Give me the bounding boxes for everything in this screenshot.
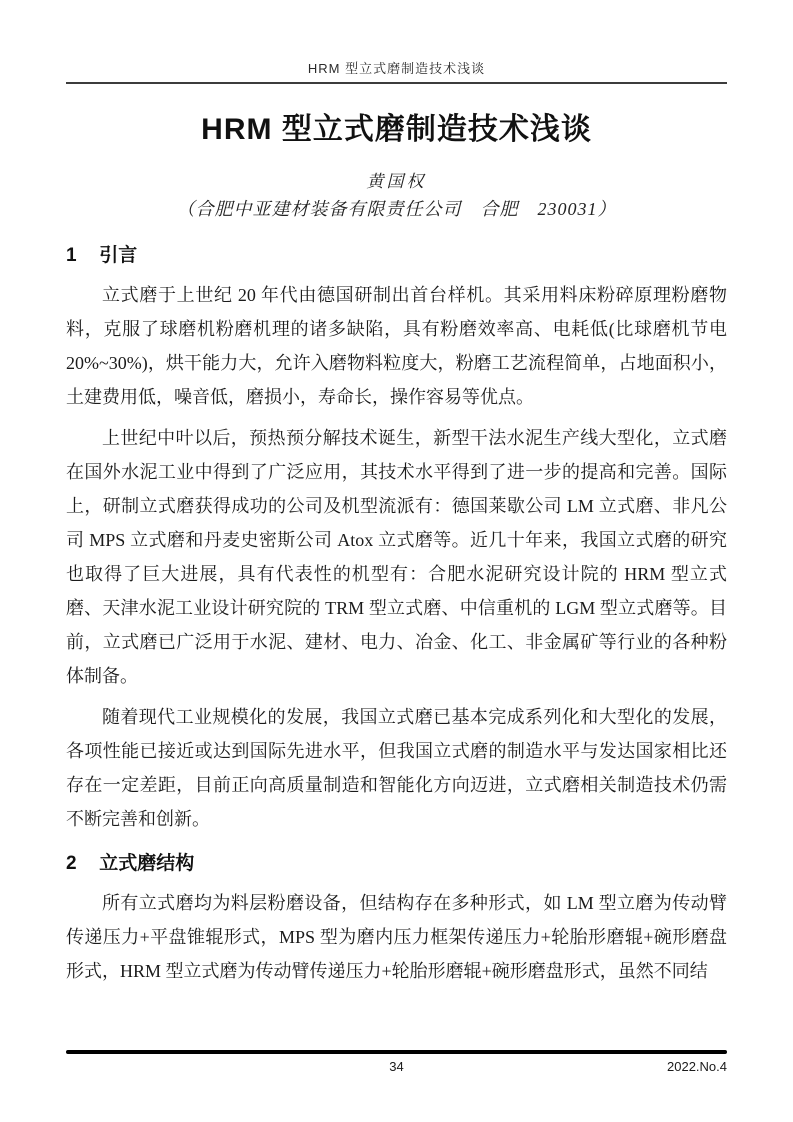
section-structure — [66, 852, 727, 988]
paragraph: 随着现代工业规模化的发展，我国立式磨已基本完成系列化和大型化的发展，各项性能已接近或达到国际先进水平，但我国立式磨的制造水平与发达国家相比还存在一定差距，目前正向高质量制造和智能化方向迈进，立式磨相关制造技术仍需不断完善和创新。 — [66, 707, 727, 829]
author-affiliation: （合肥中亚建材装备有限责任公司 合肥 230031） — [176, 199, 617, 219]
section-heading — [66, 244, 727, 268]
section-title: 立式磨结构 — [99, 853, 195, 874]
paragraph: 上世纪中叶以后，预热预分解技术诞生，新型干法水泥生产线大型化，立式磨在国外水泥工业中得到了广泛应用，其技术水平得到了进一步的提高和完善。国际上，研制立式磨获得成功的公司及机型流派有：德国莱歇公司 LM 立式磨、非凡公司 MPS 立式磨和丹麦史密斯公司 Atox 立式磨等。近几十年来，我国立式磨的研究也取得了巨大进展，具有代表性的机型有：合肥水泥研究设计院的 HRM 型立式磨、天津水泥工业设计研究院的 TRM 型立式磨、中信重机的 LGM 型立式磨等。目前，立式磨已广泛用于水泥、建材、电力、冶金、化工、非金属矿等行业的各种粉体制备。 — [66, 428, 727, 686]
section-introduction — [66, 244, 727, 836]
page-footer — [66, 1050, 727, 1076]
section-number: 1 — [66, 245, 77, 266]
article-body — [0, 110, 793, 988]
section-heading — [66, 852, 727, 876]
author-name: 黄国权 — [366, 172, 427, 191]
running-title: HRM 型立式磨制造技术浅谈 — [307, 61, 486, 76]
article-title: HRM 型立式磨制造技术浅谈 — [201, 113, 592, 146]
page-number: 34 — [389, 1059, 404, 1074]
section-title: 引言 — [99, 245, 138, 266]
issue-label: 2022.No.4 — [667, 1059, 727, 1074]
section-number: 2 — [66, 853, 77, 874]
paragraph: 所有立式磨均为料层粉磨设备，但结构存在多种形式，如 LM 型立磨为传动臂传递压力+平盘锥辊形式，MPS 型为磨内压力框架传递压力+轮胎形磨辊+碗形磨盘形式，HRM 型立式磨为传动臂传递压力+轮胎形磨辊+碗形磨盘形式，虽然不同结 — [66, 893, 727, 981]
footer-row — [66, 1058, 727, 1076]
footer-rule — [66, 1050, 727, 1054]
paragraph: 立式磨于上世纪 20 年代由德国研制出首台样机。其采用料床粉碎原理粉磨物料，克服了球磨机粉磨机理的诸多缺陷，具有粉磨效率高、电耗低(比球磨机节电 20%~30%)，烘干能力大，允许入磨物料粒度大，粉磨工艺流程简单，占地面积小，土建费用低，噪音低，磨损小，寿命长，操作容易等优点。 — [66, 285, 727, 407]
page-header — [0, 0, 793, 84]
header-rule — [66, 82, 727, 84]
